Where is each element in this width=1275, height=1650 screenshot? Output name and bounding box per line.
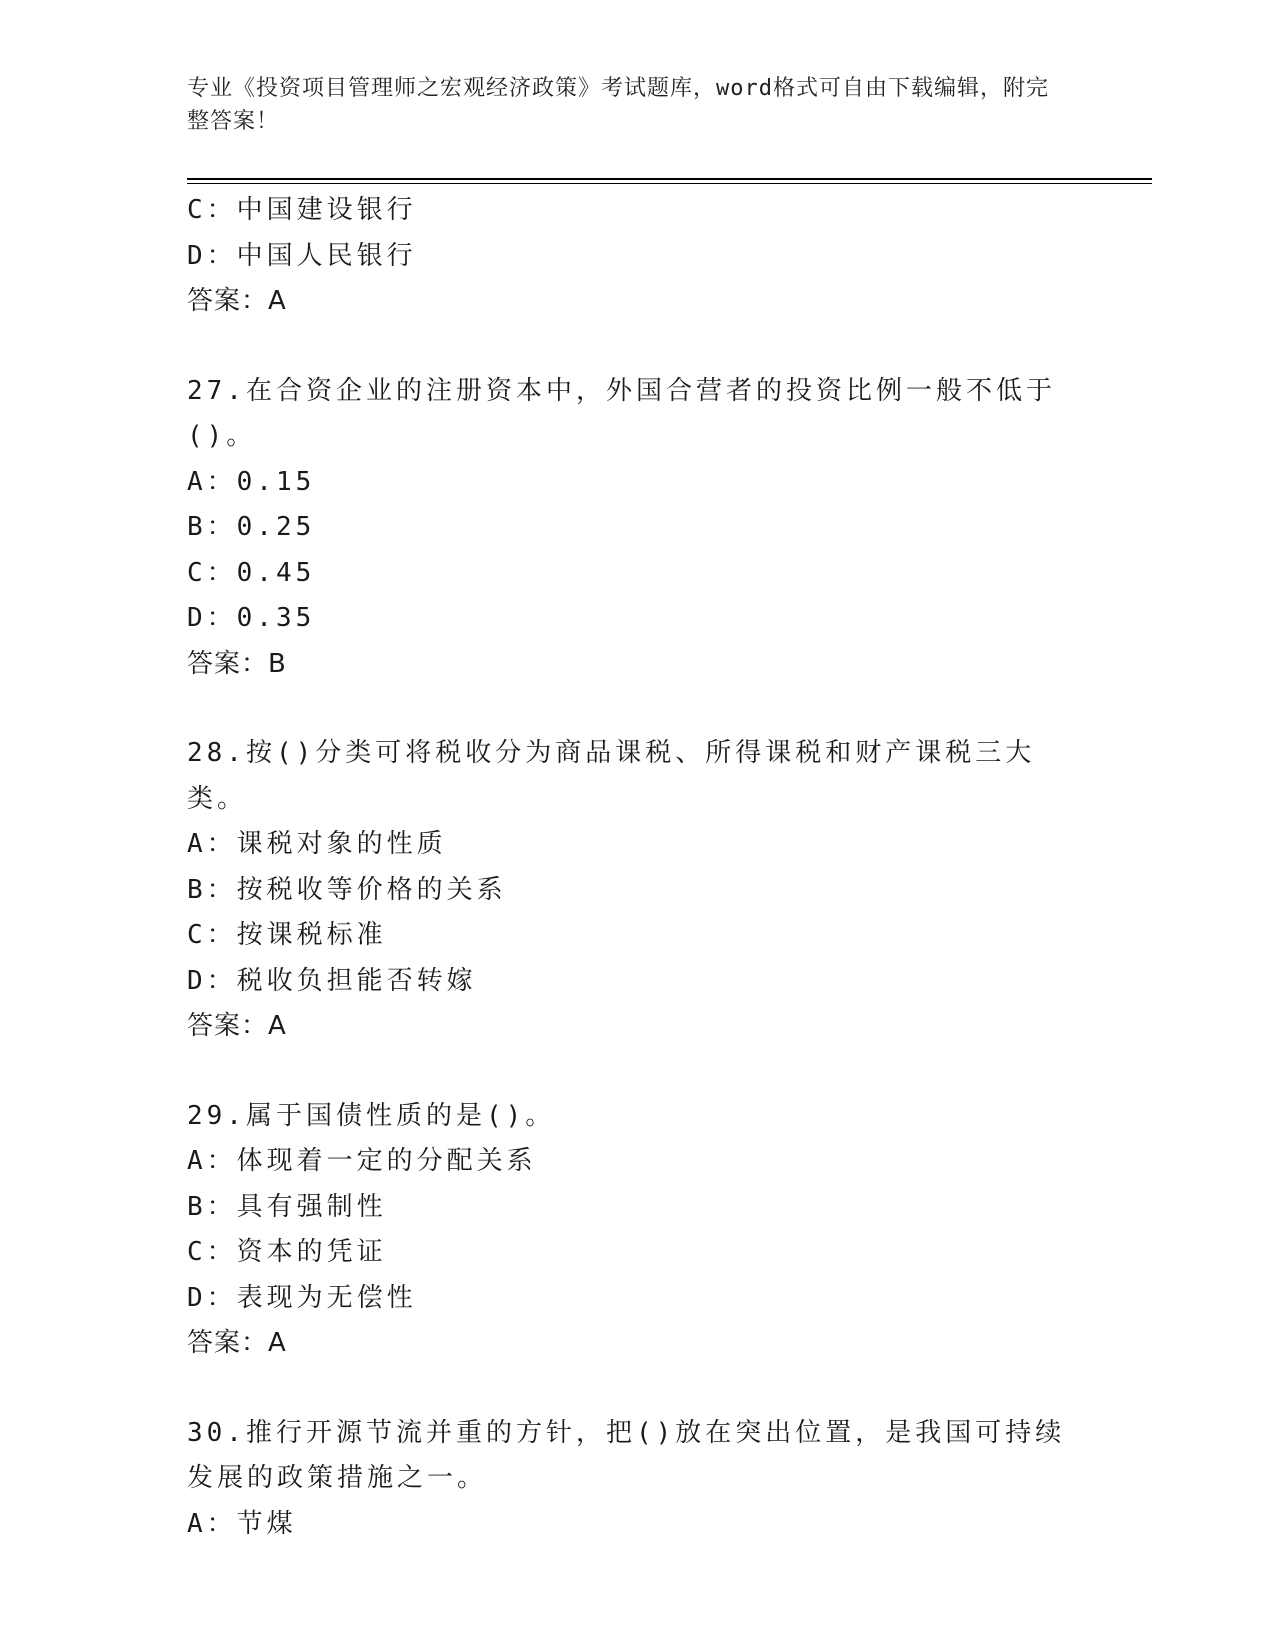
option-line — [187, 1276, 1087, 1322]
option-line — [187, 868, 1087, 914]
option-text: 节煤 — [236, 1508, 297, 1539]
question-title: 27.在合资企业的注册资本中，外国合营者的投资比例一般不低于()。 — [187, 375, 1056, 451]
option-label: B： — [187, 1191, 237, 1222]
answer-line: 答案：A — [187, 1011, 287, 1041]
option-text: 0.25 — [236, 512, 316, 542]
option-line — [187, 460, 1087, 506]
option-text: 体现着一定的分配关系 — [236, 1146, 537, 1176]
option-line — [187, 188, 1087, 234]
option-text: 资本的凭证 — [236, 1237, 387, 1267]
option-line — [187, 913, 1087, 959]
question-content — [187, 188, 1087, 1547]
option-label: C： — [187, 195, 237, 225]
spacer — [187, 325, 1087, 369]
spacer — [187, 1050, 1087, 1094]
option-label: A： — [187, 1146, 237, 1176]
option-text: 0.15 — [236, 466, 316, 497]
option-line — [187, 234, 1087, 280]
option-text: 0.35 — [236, 603, 316, 633]
option-label: A： — [187, 829, 237, 859]
option-label: D： — [187, 603, 237, 633]
option-text: 表现为无偿性 — [236, 1282, 417, 1313]
document-header — [187, 72, 1067, 138]
question-title: 30.推行开源节流并重的方针，把()放在突出位置，是我国可持续发展的政策措施之一。 — [187, 1417, 1066, 1493]
option-text: 税收负担能否转嫁 — [236, 965, 477, 996]
option-line — [187, 1185, 1087, 1231]
option-label: C： — [187, 920, 237, 950]
option-text: 中国建设银行 — [236, 195, 417, 225]
option-label: B： — [187, 874, 237, 905]
option-text: 按课税标准 — [236, 920, 387, 950]
option-label: D： — [187, 965, 237, 996]
option-label: A： — [187, 466, 237, 497]
option-text: 0.45 — [236, 557, 316, 588]
option-label: D： — [187, 240, 237, 271]
option-text: 具有强制性 — [236, 1191, 387, 1222]
question-title: 28.按()分类可将税收分为商品课税、所得课税和财产课税三大类。 — [187, 738, 1036, 814]
question-title: 29.属于国债性质的是()。 — [187, 1100, 556, 1131]
option-label: A： — [187, 1508, 237, 1539]
option-text: 课税对象的性质 — [236, 829, 447, 859]
header-intro-text: 专业《投资项目管理师之宏观经济政策》考试题库，word格式可自由下载编辑，附完整答案！ — [187, 76, 1049, 134]
option-label: B： — [187, 512, 237, 542]
spacer — [187, 1367, 1087, 1411]
option-line — [187, 1139, 1087, 1185]
answer-line: 答案：A — [187, 286, 287, 316]
answer-line: 答案：B — [187, 648, 287, 679]
option-line — [187, 505, 1087, 551]
option-text: 中国人民银行 — [236, 240, 417, 271]
option-line — [187, 1230, 1087, 1276]
header-rule-thick — [187, 178, 1152, 180]
option-line — [187, 551, 1087, 597]
answer-line: 答案：A — [187, 1328, 287, 1358]
option-line — [187, 822, 1087, 868]
option-line — [187, 959, 1087, 1005]
option-label: C： — [187, 557, 237, 588]
option-text: 按税收等价格的关系 — [236, 874, 507, 905]
option-label: D： — [187, 1282, 237, 1313]
header-rule-thin — [187, 183, 1152, 184]
option-label: C： — [187, 1237, 237, 1267]
option-line — [187, 596, 1087, 642]
option-line — [187, 1502, 1087, 1548]
spacer — [187, 687, 1087, 731]
